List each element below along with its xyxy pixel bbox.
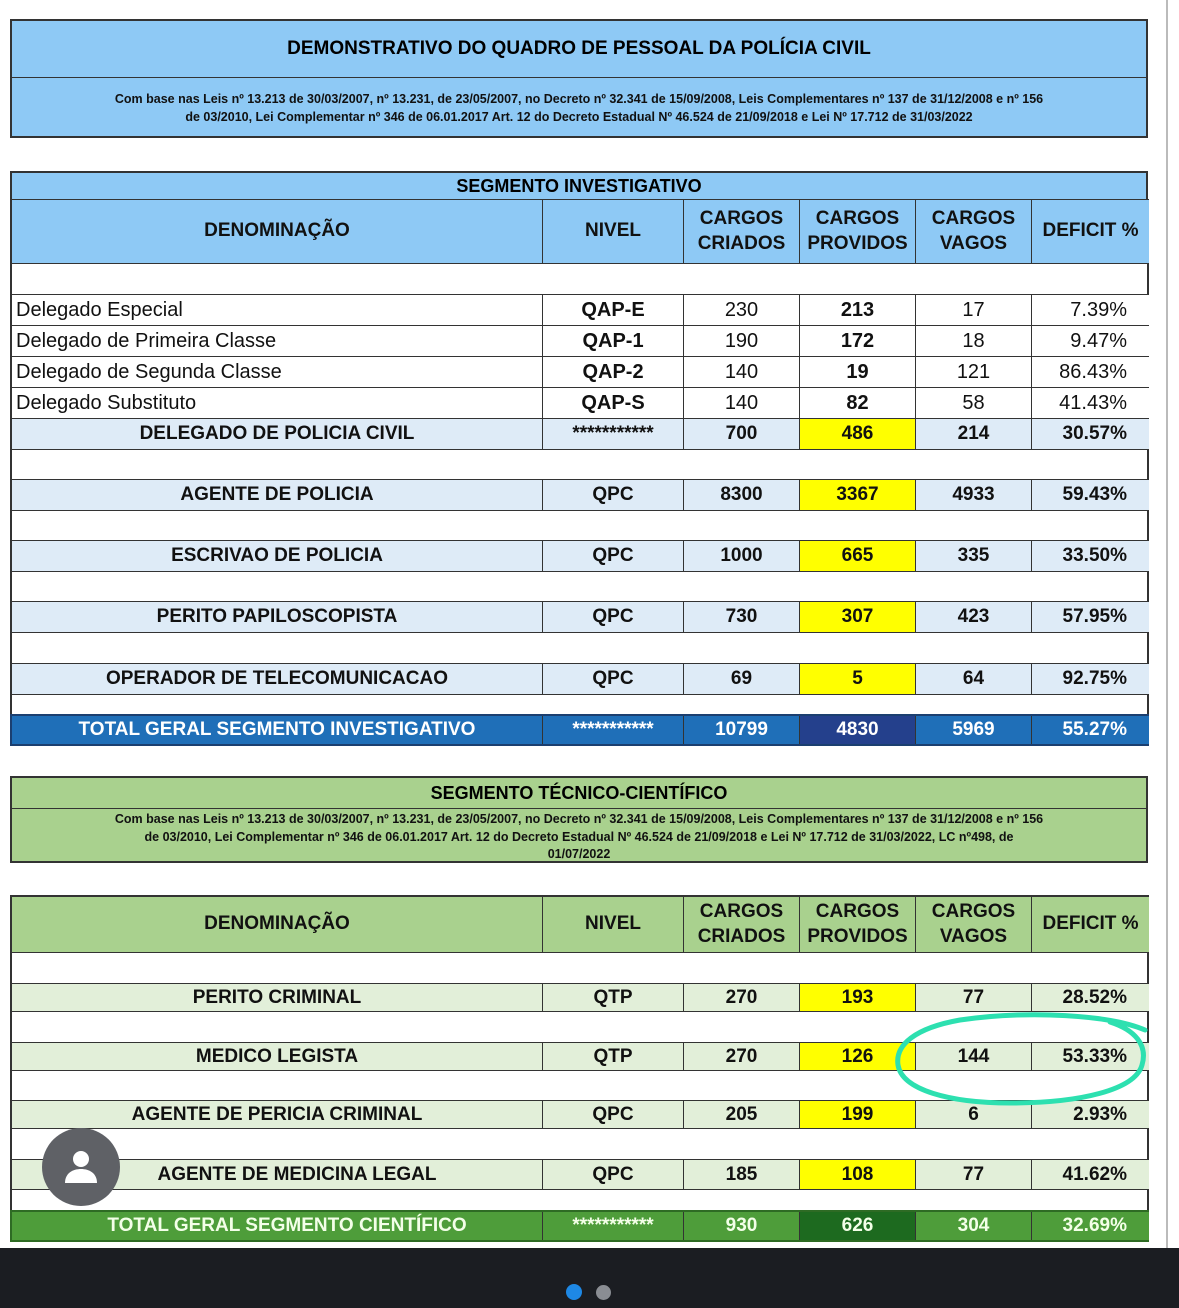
cell-deficit: 86.43% <box>1032 357 1149 387</box>
cell-filled: 126 <box>800 1043 916 1070</box>
cell-name: Delegado de Primeira Classe <box>12 326 543 356</box>
table-row <box>10 388 1149 419</box>
legal-basis-line: Com base nas Leis nº 13.213 de 30/03/2007, nº 13.231, de 23/05/2007, no Decreto nº 32.341 de 15/09/2008, Leis Complementares nº 137 de 31/12/2008 e nº 156 <box>114 92 1044 106</box>
col-filled-header: CARGOS PROVIDOS <box>800 897 916 952</box>
col-name-header: DENOMINAÇÃO <box>12 200 543 263</box>
table-row-summary <box>10 419 1149 450</box>
scientific-column-headers <box>10 895 1149 953</box>
cell-deficit: 30.57% <box>1032 419 1149 449</box>
col-name-header: DENOMINAÇÃO <box>12 897 543 952</box>
legal-basis-line: Com base nas Leis nº 13.213 de 30/03/2007, nº 13.231, de 23/05/2007, no Decreto nº 32.341 de 15/09/2008, Leis Complementares nº 137 de 31/12/2008 e nº 156 <box>114 812 1044 826</box>
cell-deficit: 41.43% <box>1032 388 1149 418</box>
cell-deficit: 55.27% <box>1032 716 1149 744</box>
table-row <box>10 1159 1149 1190</box>
cell-created: 270 <box>684 984 800 1011</box>
cell-name: Delegado Substituto <box>12 388 543 418</box>
cell-created: 185 <box>684 1160 800 1189</box>
cell-filled: 486 <box>800 419 916 449</box>
cell-level: QTP <box>543 1043 684 1070</box>
page-indicator-dot-active[interactable] <box>566 1284 582 1300</box>
cell-level: QPC <box>543 480 684 510</box>
table-row <box>10 540 1149 572</box>
legal-basis-line: de 03/2010, Lei Complementar nº 346 de 06.01.2017 Art. 12 do Decreto Estadual Nº 46.524 de 21/09/2018 e Lei Nº 17.712 de 31/03/2022 <box>185 110 973 125</box>
person-icon <box>61 1147 101 1187</box>
cell-level: *********** <box>543 716 684 744</box>
table-row <box>10 479 1149 511</box>
highlight-annotation <box>880 1000 1170 1120</box>
cell-created: 270 <box>684 1043 800 1070</box>
cell-vacant: 77 <box>916 984 1032 1011</box>
cell-created: 930 <box>684 1212 800 1240</box>
cell-name: MEDICO LEGISTA <box>12 1043 543 1070</box>
cell-created: 8300 <box>684 480 800 510</box>
cell-level: QPC <box>543 664 684 694</box>
cell-filled: 19 <box>800 357 916 387</box>
cell-level: QAP-2 <box>543 357 684 387</box>
cell-created: 10799 <box>684 716 800 744</box>
cell-name: Delegado de Segunda Classe <box>12 357 543 387</box>
cell-deficit: 33.50% <box>1032 541 1149 571</box>
cell-vacant: 335 <box>916 541 1032 571</box>
investigative-total-row <box>10 714 1149 746</box>
col-level-header: NIVEL <box>543 897 684 952</box>
cell-name: OPERADOR DE TELECOMUNICACAO <box>12 664 543 694</box>
cell-deficit: 28.52% <box>1032 984 1149 1011</box>
cell-deficit: 7.39% <box>1032 295 1149 325</box>
col-vacant-header: CARGOS VAGOS <box>916 200 1032 263</box>
cell-vacant: 17 <box>916 295 1032 325</box>
cell-created: 190 <box>684 326 800 356</box>
cell-name: PERITO CRIMINAL <box>12 984 543 1011</box>
col-deficit-header: DEFICIT % <box>1032 200 1149 263</box>
cell-deficit: 32.69% <box>1032 1212 1149 1240</box>
cell-vacant: 304 <box>916 1212 1032 1240</box>
cell-filled: 307 <box>800 602 916 632</box>
avatar[interactable] <box>42 1128 120 1206</box>
cell-name: AGENTE DE PERICIA CRIMINAL <box>12 1101 543 1128</box>
cell-filled: 172 <box>800 326 916 356</box>
cell-deficit: 53.33% <box>1032 1043 1149 1070</box>
cell-vacant: 423 <box>916 602 1032 632</box>
cell-level: *********** <box>543 419 684 449</box>
cell-deficit: 2.93% <box>1032 1101 1149 1128</box>
cell-level: QPC <box>543 1101 684 1128</box>
cell-name: TOTAL GERAL SEGMENTO CIENTÍFICO <box>12 1212 543 1240</box>
legal-basis <box>12 809 1146 864</box>
investigative-segment-title <box>10 171 1148 201</box>
cell-filled: 5 <box>800 664 916 694</box>
cell-created: 730 <box>684 602 800 632</box>
cell-name: AGENTE DE POLICIA <box>12 480 543 510</box>
cell-created: 700 <box>684 419 800 449</box>
document-title: DEMONSTRATIVO DO QUADRO DE PESSOAL DA POLÍCIA CIVIL <box>12 21 1146 78</box>
col-created-header: CARGOS CRIADOS <box>684 897 800 952</box>
cell-name: TOTAL GERAL SEGMENTO INVESTIGATIVO <box>12 716 543 744</box>
cell-vacant: 6 <box>916 1101 1032 1128</box>
col-deficit-header: DEFICIT % <box>1032 897 1149 952</box>
cell-filled: 193 <box>800 984 916 1011</box>
cell-created: 69 <box>684 664 800 694</box>
cell-created: 140 <box>684 388 800 418</box>
table-row <box>10 663 1149 695</box>
col-vacant-header: CARGOS VAGOS <box>916 897 1032 952</box>
segment-title-text: SEGMENTO TÉCNICO-CIENTÍFICO <box>12 778 1146 809</box>
cell-filled: 4830 <box>800 716 916 744</box>
cell-name: DELEGADO DE POLICIA CIVIL <box>12 419 543 449</box>
cell-vacant: 121 <box>916 357 1032 387</box>
col-created-header: CARGOS CRIADOS <box>684 200 800 263</box>
table-row <box>10 357 1149 388</box>
document-header <box>10 19 1148 138</box>
col-level-header: NIVEL <box>543 200 684 263</box>
segment-title-text: SEGMENTO INVESTIGATIVO <box>456 175 702 196</box>
legal-basis-line: 01/07/2022 <box>547 847 611 861</box>
cell-name: AGENTE DE MEDICINA LEGAL <box>12 1160 543 1189</box>
cell-level: QPC <box>543 1160 684 1189</box>
cell-vacant: 18 <box>916 326 1032 356</box>
scientific-total-row <box>10 1210 1149 1242</box>
cell-deficit: 57.95% <box>1032 602 1149 632</box>
table-row <box>10 295 1149 326</box>
page-indicator-dot[interactable] <box>596 1285 611 1300</box>
cell-level: QTP <box>543 984 684 1011</box>
cell-name: PERITO PAPILOSCOPISTA <box>12 602 543 632</box>
cell-level: QAP-S <box>543 388 684 418</box>
cell-filled: 108 <box>800 1160 916 1189</box>
investigative-column-headers <box>10 199 1149 264</box>
cell-vacant: 5969 <box>916 716 1032 744</box>
cell-filled: 82 <box>800 388 916 418</box>
page-edge <box>1166 0 1168 1248</box>
cell-name: Delegado Especial <box>12 295 543 325</box>
cell-deficit: 92.75% <box>1032 664 1149 694</box>
cell-filled: 199 <box>800 1101 916 1128</box>
cell-vacant: 4933 <box>916 480 1032 510</box>
scientific-segment-header <box>10 776 1148 863</box>
cell-vacant: 214 <box>916 419 1032 449</box>
cell-filled: 3367 <box>800 480 916 510</box>
cell-created: 230 <box>684 295 800 325</box>
cell-deficit: 59.43% <box>1032 480 1149 510</box>
cell-created: 1000 <box>684 541 800 571</box>
cell-level: *********** <box>543 1212 684 1240</box>
cell-filled: 626 <box>800 1212 916 1240</box>
cell-deficit: 41.62% <box>1032 1160 1149 1189</box>
cell-name: ESCRIVAO DE POLICIA <box>12 541 543 571</box>
cell-deficit: 9.47% <box>1032 326 1149 356</box>
cell-vacant: 77 <box>916 1160 1032 1189</box>
col-filled-header: CARGOS PROVIDOS <box>800 200 916 263</box>
legal-basis-line: de 03/2010, Lei Complementar nº 346 de 06.01.2017 Art. 12 do Decreto Estadual Nº 46.524 de 21/09/2018 e Lei Nº 17.712 de 31/03/2022, LC nº498, de <box>144 829 1014 844</box>
cell-vacant: 144 <box>916 1043 1032 1070</box>
cell-vacant: 58 <box>916 388 1032 418</box>
cell-level: QPC <box>543 602 684 632</box>
cell-level: QPC <box>543 541 684 571</box>
cell-created: 140 <box>684 357 800 387</box>
viewer-bottom-bar <box>0 1248 1179 1308</box>
cell-vacant: 64 <box>916 664 1032 694</box>
legal-basis <box>12 78 1146 126</box>
cell-level: QAP-1 <box>543 326 684 356</box>
cell-level: QAP-E <box>543 295 684 325</box>
table-row <box>10 326 1149 357</box>
cell-filled: 665 <box>800 541 916 571</box>
cell-filled: 213 <box>800 295 916 325</box>
table-row <box>10 601 1149 633</box>
cell-created: 205 <box>684 1101 800 1128</box>
